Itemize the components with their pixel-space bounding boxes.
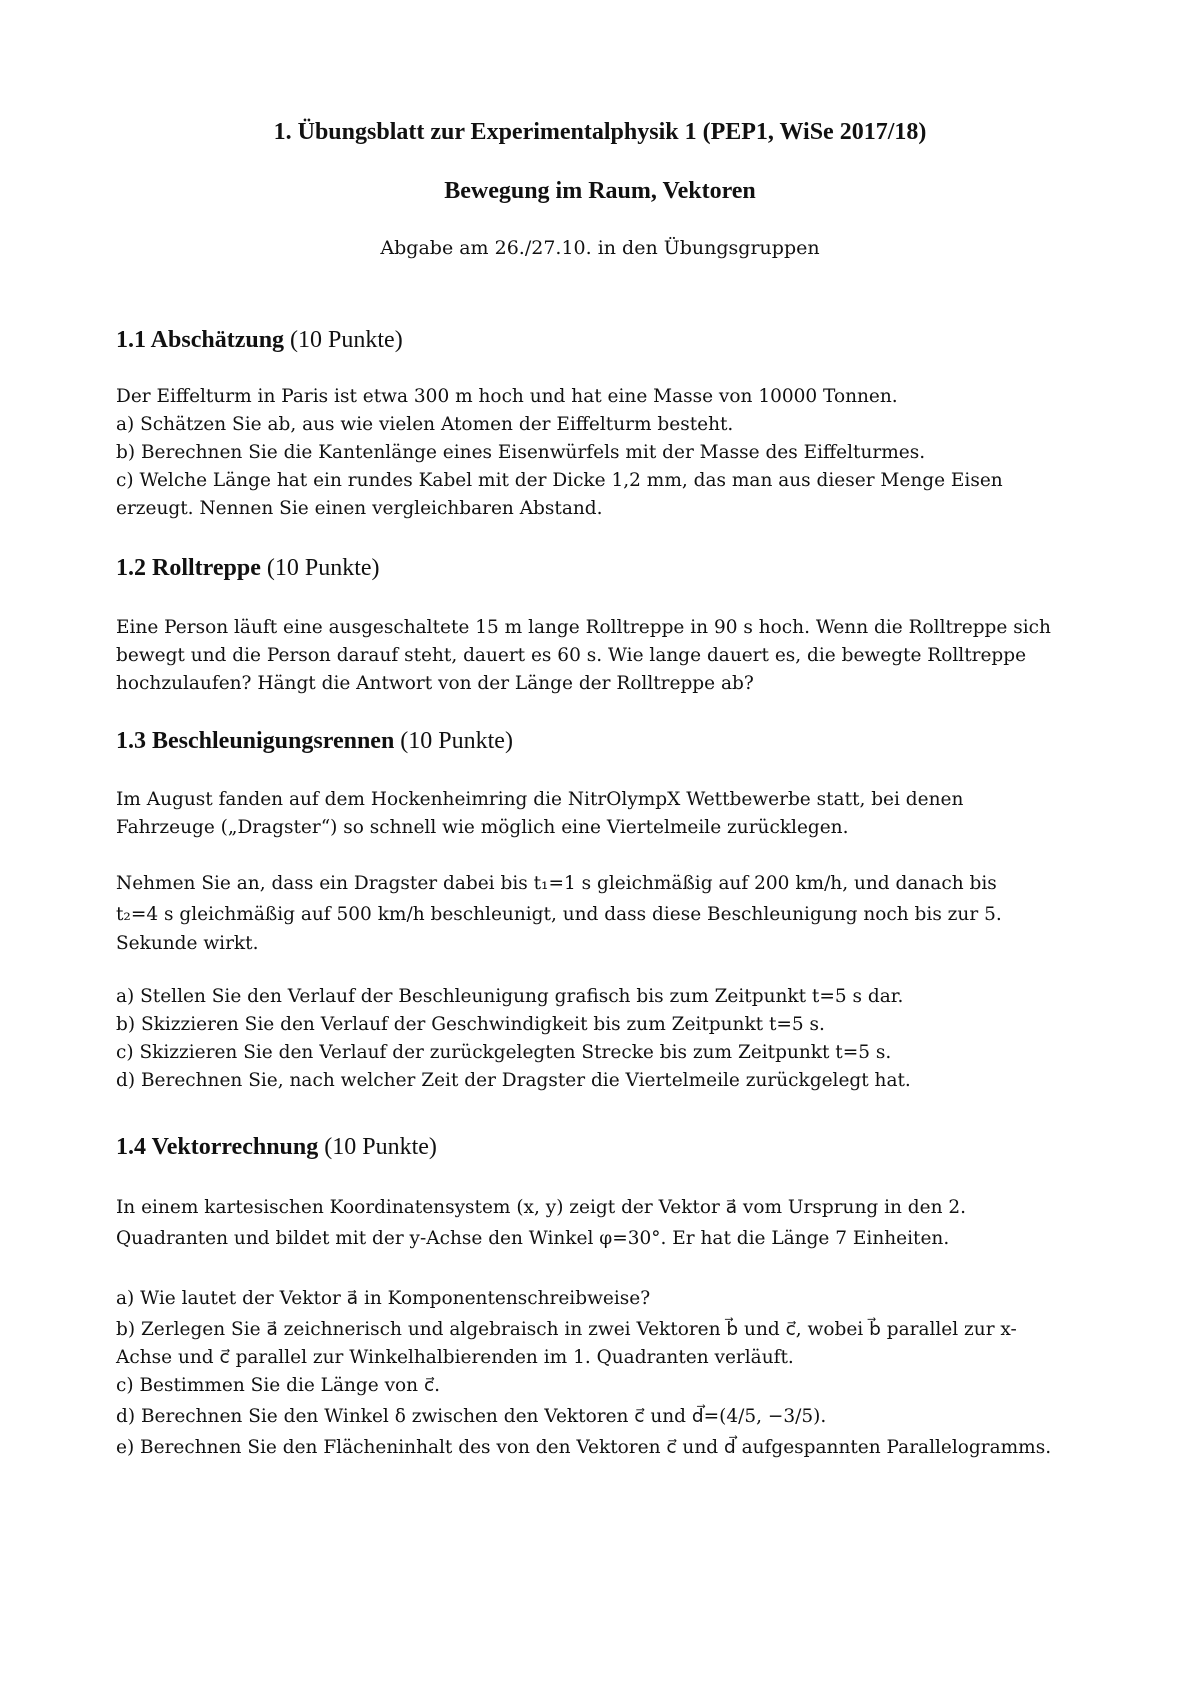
- text-line: In einem kartesischen Koordinatensystem (x, y) zeigt der Vektor a⃗ vom Ursprung in den 2.: [116, 1197, 967, 1218]
- text-line: Sekunde wirkt.: [116, 933, 259, 954]
- section-heading-1-4: [116, 1134, 437, 1161]
- section-1-4-tasks: [116, 1285, 1096, 1462]
- section-heading-1-1: [116, 327, 403, 354]
- submission-note: Abgabe am 26./27.10. in den Übungsgruppen: [380, 237, 820, 259]
- section-1-4-intro: [116, 1194, 1096, 1253]
- section-1-3-assumption: [116, 870, 1096, 958]
- section-title: 1.1 Abschätzung: [116, 327, 285, 353]
- text-line: hochzulaufen? Hängt die Antwort von der Länge der Rolltreppe ab?: [116, 673, 754, 694]
- section-1-2-text: [116, 614, 1096, 698]
- text-line: Fahrzeuge („Dragster“) so schnell wie möglich eine Viertelmeile zurücklegen.: [116, 817, 849, 838]
- task-a: a) Schätzen Sie ab, aus wie vielen Atomen der Eiffelturm besteht.: [116, 414, 734, 435]
- text-line: bewegt und die Person darauf steht, dauert es 60 s. Wie lange dauert es, die bewegte Rolltreppe: [116, 645, 1027, 666]
- section-1-1-text: [116, 383, 1096, 523]
- task-d: d) Berechnen Sie, nach welcher Zeit der Dragster die Viertelmeile zurückgelegt hat.: [116, 1070, 911, 1091]
- section-points: (10 Punkte): [290, 327, 403, 353]
- section-title: 1.2 Rolltreppe: [116, 555, 261, 581]
- task-c: c) Bestimmen Sie die Länge von c⃗.: [116, 1375, 441, 1396]
- sheet-subtitle: Bewegung im Raum, Vektoren: [444, 178, 756, 204]
- task-b: b) Skizzieren Sie den Verlauf der Geschwindigkeit bis zum Zeitpunkt t=5 s.: [116, 1014, 825, 1035]
- text-line: erzeugt. Nennen Sie einen vergleichbaren Abstand.: [116, 498, 603, 519]
- section-heading-1-3: [116, 728, 513, 755]
- text-line: Im August fanden auf dem Hockenheimring die NitrOlympX Wettbewerbe statt, bei denen: [116, 789, 964, 810]
- task-c: c) Welche Länge hat ein rundes Kabel mit der Dicke 1,2 mm, das man aus dieser Menge Eisen: [116, 470, 1003, 491]
- text-line: Quadranten und bildet mit der y-Achse den Winkel φ=30°. Er hat die Länge 7 Einheiten.: [116, 1228, 950, 1249]
- text-line: t₂=4 s gleichmäßig auf 500 km/h beschleunigt, und dass diese Beschleunigung noch bis zur 5.: [116, 904, 1002, 925]
- task-d: d) Berechnen Sie den Winkel δ zwischen den Vektoren c⃗ und d⃗=(4/5, −3/5).: [116, 1406, 827, 1427]
- task-c: c) Skizzieren Sie den Verlauf der zurückgelegten Strecke bis zum Zeitpunkt t=5 s.: [116, 1042, 892, 1063]
- text-line: Nehmen Sie an, dass ein Dragster dabei bis t₁=1 s gleichmäßig auf 200 km/h, und danach bis: [116, 873, 997, 894]
- section-1-3-intro: [116, 786, 1096, 842]
- task-a: a) Stellen Sie den Verlauf der Beschleunigung grafisch bis zum Zeitpunkt t=5 s dar.: [116, 986, 904, 1007]
- text-line: Der Eiffelturm in Paris ist etwa 300 m hoch und hat eine Masse von 10000 Tonnen.: [116, 386, 898, 407]
- section-heading-1-2: [116, 555, 380, 582]
- section-title: 1.3 Beschleunigungsrennen: [116, 728, 395, 754]
- task-a: a) Wie lautet der Vektor a⃗ in Komponentenschreibweise?: [116, 1288, 651, 1309]
- section-title: 1.4 Vektorrechnung: [116, 1134, 319, 1160]
- task-e: e) Berechnen Sie den Flächeninhalt des von den Vektoren c⃗ und d⃗ aufgespannten Parallelogramms.: [116, 1437, 1052, 1458]
- task-b: b) Zerlegen Sie a⃗ zeichnerisch und algebraisch in zwei Vektoren b⃗ und c⃗, wobei b⃗ parallel zur x-: [116, 1319, 1017, 1340]
- sheet-title: 1. Übungsblatt zur Experimentalphysik 1 (PEP1, WiSe 2017/18): [273, 119, 927, 145]
- text-line: Achse und c⃗ parallel zur Winkelhalbierenden im 1. Quadranten verläuft.: [116, 1347, 794, 1368]
- section-points: (10 Punkte): [400, 728, 513, 754]
- section-points: (10 Punkte): [266, 555, 380, 581]
- task-b: b) Berechnen Sie die Kantenlänge eines Eisenwürfels mit der Masse des Eiffelturmes.: [116, 442, 926, 463]
- section-1-3-tasks: [116, 983, 1096, 1095]
- text-line: Eine Person läuft eine ausgeschaltete 15 m lange Rolltreppe in 90 s hoch. Wenn die Rolltreppe sich: [116, 617, 1051, 638]
- section-points: (10 Punkte): [324, 1134, 437, 1160]
